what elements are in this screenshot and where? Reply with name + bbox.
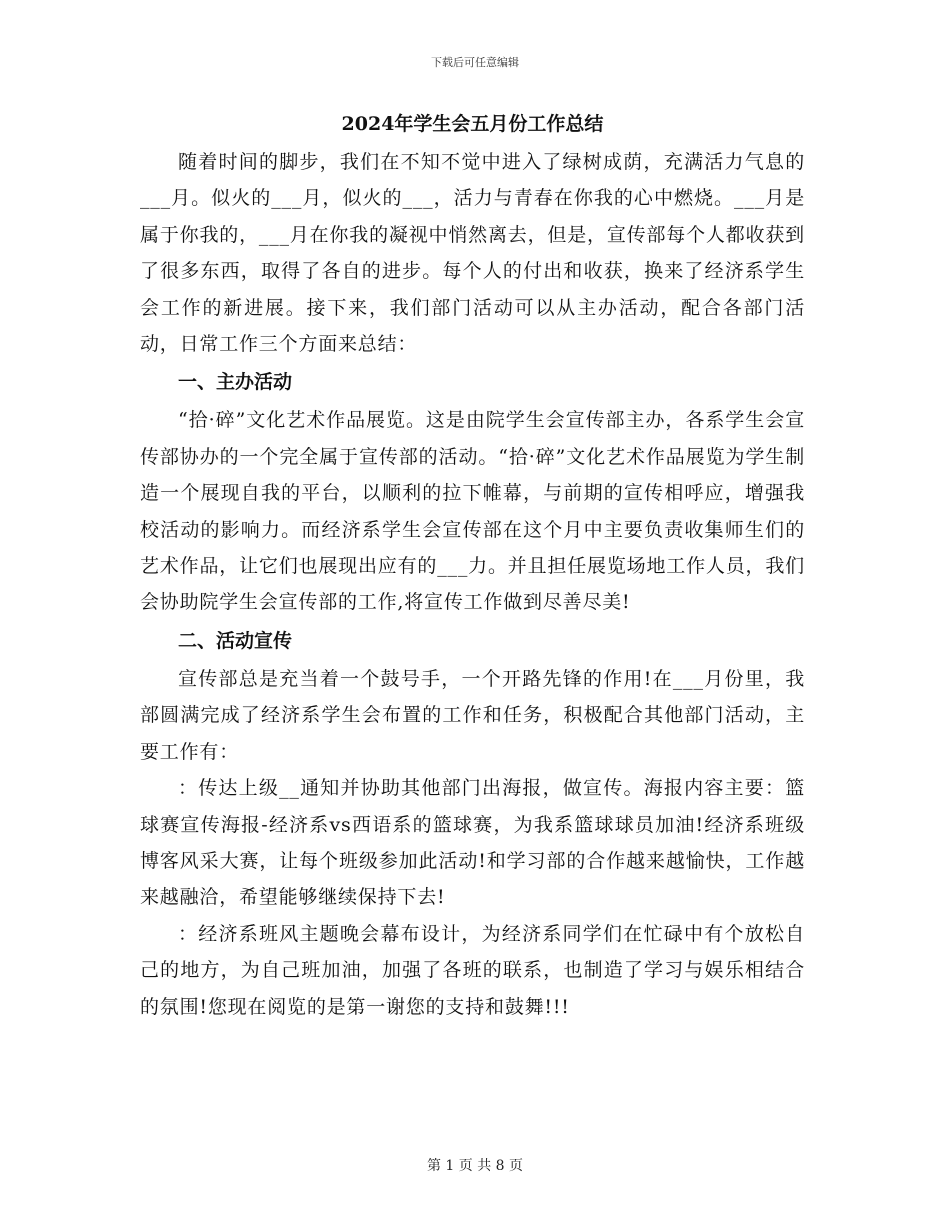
page-number: 第 1 页 共 8 页 [426, 1158, 524, 1174]
intro-paragraph: 随着时间的脚步，我们在不知不觉中进入了绿树成荫，充满活力气息的___月。似火的___月，似火的___，活力与青春在你我的心中燃烧。___月是属于你我的，___月在你我的凝视中悄然离去，但是，宣传部每个人都收获到了很多东西，取得了各自的进步。每个人的付出和收获，换来了经济系学生会工作的新进展。接下来，我们部门活动可以从主办活动，配合各部门活动，日常工作三个方面来总结： [140, 151, 805, 356]
promotion-item-posters: ：传达上级__通知并协助其他部门出海报，做宣传。海报内容主要：篮球赛宣传海报-经济系vs西语系的篮球赛，为我系篮球球员加油!经济系班级博客风采大赛，让每个班级参加此活动!和学习部的合作越来越愉快，工作越来越融洽，希望能够继续保持下去! [140, 777, 805, 909]
section-heading-activity-promotion: 二、活动宣传 [178, 629, 293, 652]
hosted-activities-paragraph: “拾·碎”文化艺术作品展览。这是由院学生会宣传部主办，各系学生会宣传部协办的一个完全属于宣传部的活动。“拾·碎”文化艺术作品展览为学生制造一个展现自我的平台，以顺利的拉下帷幕，与前期的宣传相呼应，增强我校活动的影响力。而经济系学生会宣传部在这个月中主要负责收集师生们的艺术作品，让它们也展现出应有的___力。并且担任展览场地工作人员，我们会协助院学生会宣传部的工作,将宣传工作做到尽善尽美! [140, 409, 805, 614]
document-title: 2024年学生会五月份工作总结 [341, 113, 604, 135]
promotion-item-backdrop: ：经济系班风主题晚会幕布设计，为经济系同学们在忙碌中有个放松自己的地方，为自己班加油，加强了各班的联系，也制造了学习与娱乐相结合的氛围!您现在阅览的是第一谢您的支持和鼓舞!!! [140, 922, 805, 1018]
document-body [140, 110, 805, 1025]
header-note: 下载后可任意编辑 [431, 56, 519, 69]
section-heading-hosted-activities: 一、主办活动 [178, 371, 293, 394]
promotion-intro-paragraph: 宣传部总是充当着一个鼓号手，一个开路先锋的作用!在___月份里，我部圆满完成了经济系学生会布置的工作和任务，积极配合其他部门活动，主要工作有： [140, 667, 805, 763]
